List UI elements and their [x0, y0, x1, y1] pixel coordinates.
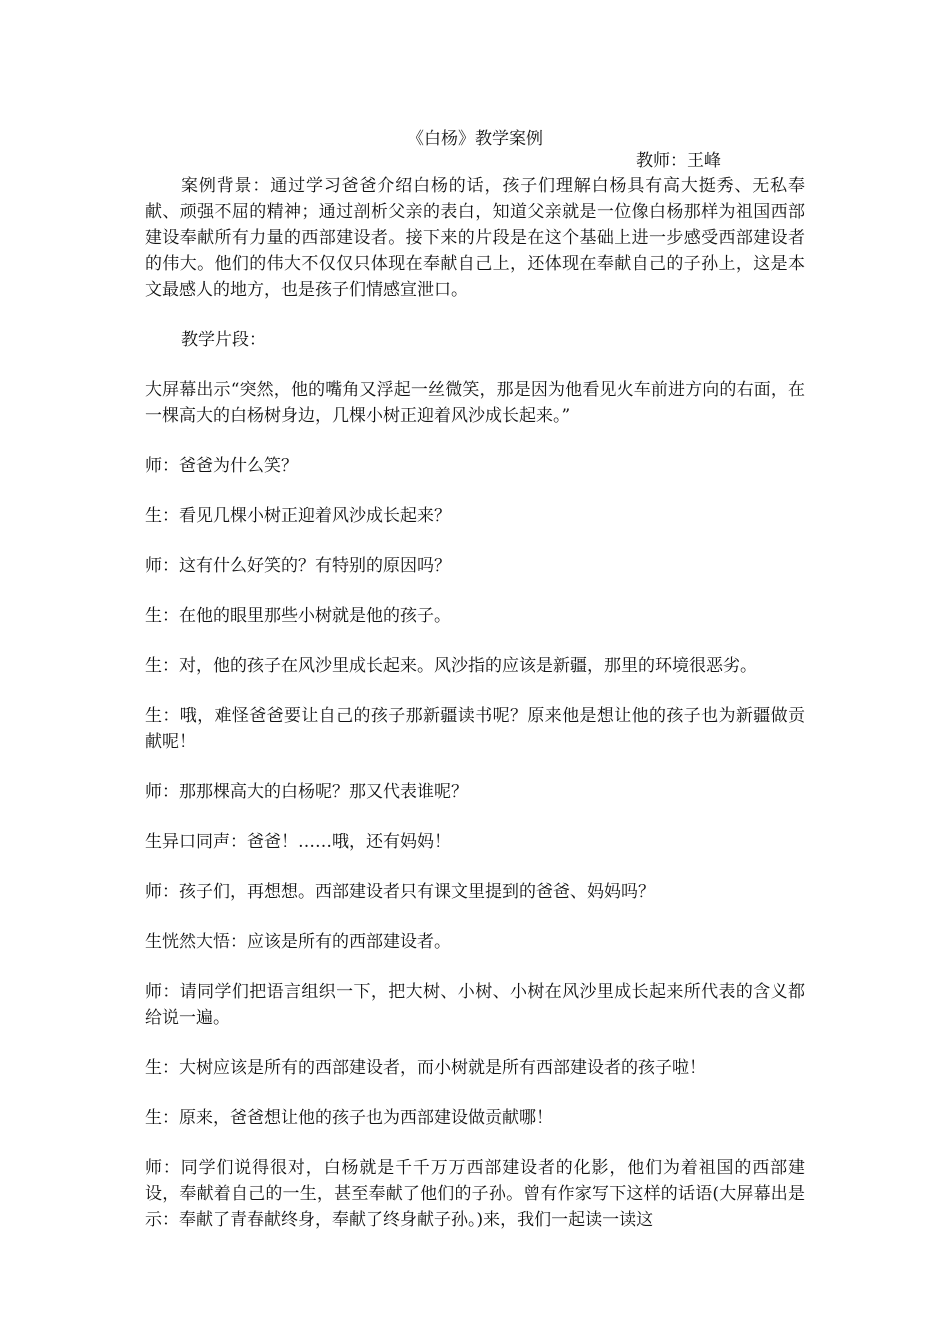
document-title: 《白杨》教学案例 — [407, 129, 543, 149]
dialogue-paragraph: 生：大树应该是所有的西部建设者，而小树就是所有西部建设者的孩子啦！ — [145, 1058, 706, 1078]
dialogue-paragraph: 师：爸爸为什么笑？ — [145, 456, 298, 476]
dialogue-paragraph: 师：请同学们把语言组织一下，把大树、小树、小树在风沙里成长起来所代表的含义都给说一遍。 — [145, 982, 805, 1028]
dialogue-paragraph: 师：孩子们，再想想。西部建设者只有课文里提到的爸爸、妈妈吗？ — [145, 882, 655, 902]
segment-heading: 教学片段： — [181, 330, 266, 350]
dialogue-paragraph: 生：看见几棵小树正迎着风沙成长起来？ — [145, 506, 451, 526]
dialogue-paragraph: 师：这有什么好笑的？有特别的原因吗？ — [145, 556, 451, 576]
dialogue-paragraph: 生恍然大悟：应该是所有的西部建设者。 — [145, 932, 451, 952]
dialogue-paragraph: 大屏幕出示“突然，他的嘴角又浮起一丝微笑，那是因为他看见火车前进方向的右面，在一棵高大的白杨树身边，几棵小树正迎着风沙成长起来。” — [145, 380, 805, 426]
dialogue-paragraph: 生：原来，爸爸想让他的孩子也为西部建设做贡献哪！ — [145, 1108, 553, 1128]
dialogue-paragraph: 生异口同声：爸爸！……哦，还有妈妈！ — [145, 832, 451, 852]
dialogue-paragraph: 生：对，他的孩子在风沙里成长起来。风沙指的应该是新疆，那里的环境很恶劣。 — [145, 656, 757, 676]
dialogue-paragraph: 师：那那棵高大的白杨呢？那又代表谁呢？ — [145, 782, 468, 802]
dialogue-paragraph: 生：在他的眼里那些小树就是他的孩子。 — [145, 606, 451, 626]
dialogue-paragraph: 生：哦，难怪爸爸要让自己的孩子那新疆读书呢？原来他是想让他的孩子也为新疆做贡献呢！ — [145, 706, 805, 752]
document-page — [145, 128, 805, 1233]
author-line: 教师：王峰 — [636, 151, 721, 171]
case-background-paragraph: 案例背景：通过学习爸爸介绍白杨的话，孩子们理解白杨具有高大挺秀、无私奉献、顽强不屈的精神；通过剖析父亲的表白，知道父亲就是一位像白杨那样为祖国西部建设奉献所有力量的西部建设者。接下来的片段是在这个基础上进一步感受西部建设者的伟大。他们的伟大不仅仅只体现在奉献自己上，还体现在奉献自己的子孙上，这是本文最感人的地方，也是孩子们情感宣泄口。 — [145, 176, 805, 300]
dialogue-paragraph: 师：同学们说得很对，白杨就是千千万万西部建设者的化影，他们为着祖国的西部建设，奉献着自己的一生，甚至奉献了他们的子孙。曾有作家写下这样的话语(大屏幕出是示：奉献了青春献终身，奉献了终身献子孙。)来，我们一起读一读这 — [145, 1158, 805, 1230]
